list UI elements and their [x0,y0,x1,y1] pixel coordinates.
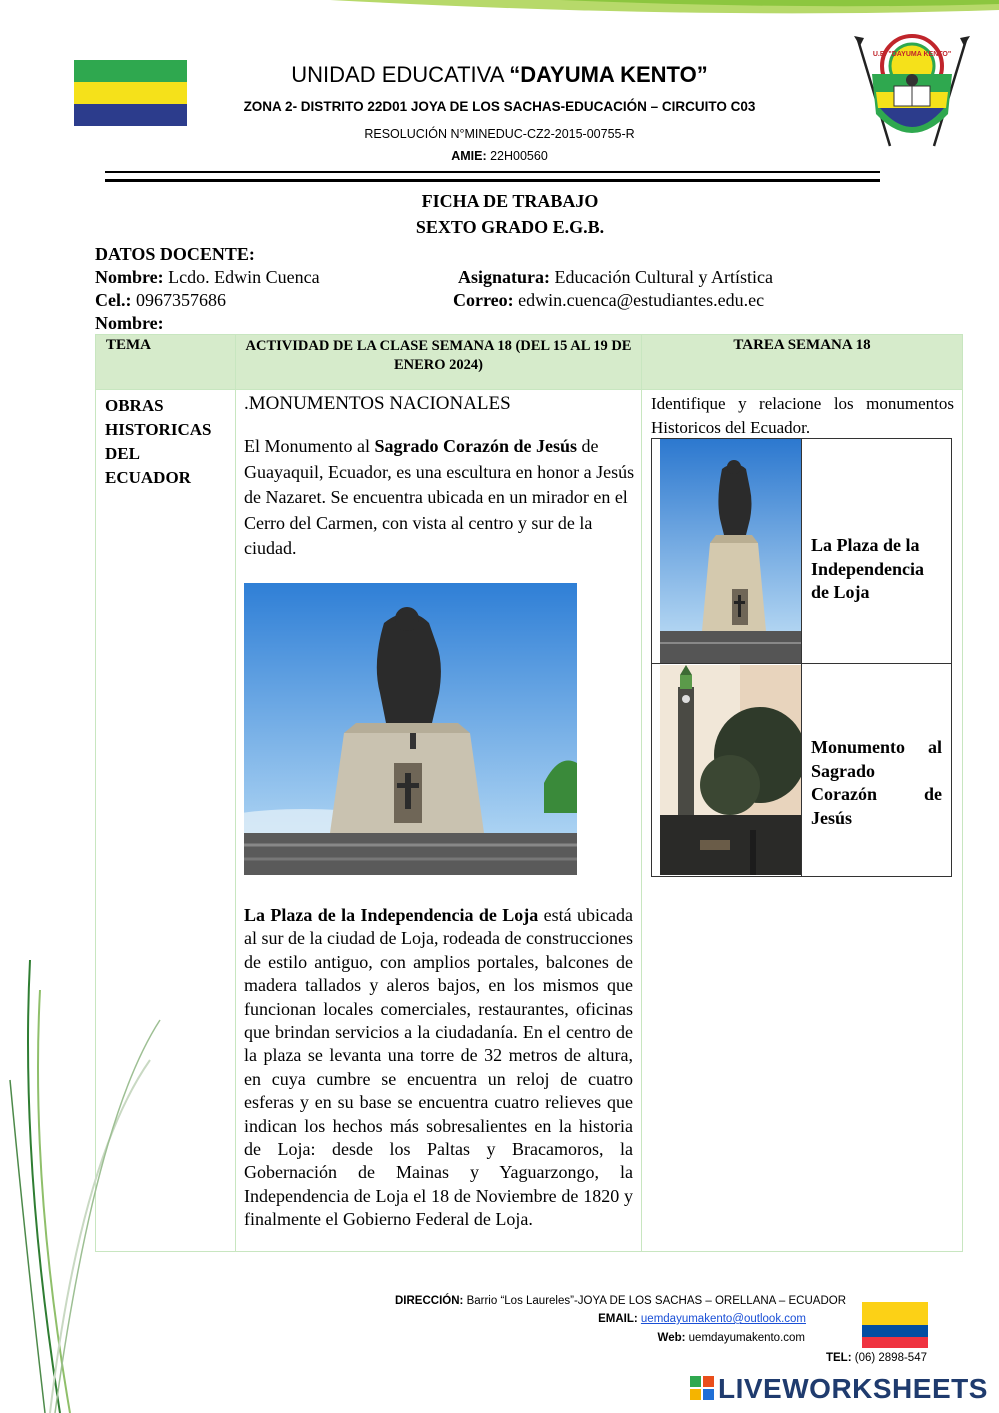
sagrado-corazon-photo [244,583,577,875]
amie-line: AMIE: 22H00560 [451,149,548,163]
match-option-sagrado[interactable]: Monumento al Sagrado Corazón de Jesús [811,737,942,828]
teacher-email: Correo: edwin.cuenca@estudiantes.edu.ec [453,290,765,310]
liveworksheets-logo-icon [690,1376,714,1400]
footer-email: EMAIL: uemdayumakento@outlook.com [598,1313,806,1325]
task-photo-plaza [660,665,801,875]
tema-cell: OBRAS HISTORICAS DEL ECUADOR [96,390,236,1252]
sagrado-corazon-paragraph: El Monumento al Sagrado Corazón de Jesús de Guayaquil, Ecuador, es una escultura en honor a Jesús de Nazaret. Se encuentra ubicada en un mirador en el Cerro del Carmen, con vista al centro y sur de la ciudad. [244,436,635,558]
header-rule-top [105,171,880,173]
header-activity: ACTIVIDAD DE LA CLASE SEMANA 18 (DEL 15 AL 19 DE ENERO 2024) [236,335,642,390]
header-rule-bottom [105,179,880,182]
svg-text:U.E. "DAYUMA KENTO": U.E. "DAYUMA KENTO" [872,51,952,58]
worksheet-title: FICHA DE TRABAJO [421,191,599,211]
liveworksheets-brand[interactable]: LIVEWORKSHEETS [718,1373,988,1404]
school-title: UNIDAD EDUCATIVA “DAYUMA KENTO” [291,62,708,87]
task-instruction: Identifique y relacione los monumentos Historicos del Ecuador. [651,394,954,437]
resolution-line: RESOLUCIÓN N°MINEDUC-CZ2-2015-00755-R [364,127,635,141]
footer-email-link[interactable]: uemdayumakento@outlook.com [640,1313,806,1325]
matching-grid-vline [801,438,802,876]
footer-web: Web: uemdayumakento.com [657,1332,805,1344]
school-crest-logo [850,34,974,154]
footer-address: DIRECCIÓN: Barrio “Los Laureles”-JOYA DE LOS SACHAS – ORELLANA – ECUADOR [395,1295,846,1307]
plaza-loja-paragraph: La Plaza de la Independencia de Loja está ubicada al sur de la ciudad de Loja, rodeada de construcciones de estilo antiguo, con amplios portales, balcones de madera tallados y aleros bajos, en los mismos que funcionan locales comerciales, restaurantes, oficinas que brindan servicios a la ciudadanía. En el centro de la plaza se levanta una torre de 32 metros de altura, en cuya cumbre se encuentra un reloj de cuatro esferas y en su base se encuentra cuatro relieves que indican los hechos más sobresalientes en la historia de Loja: desde los Paltas y Bracamoros, la Gobernación de Mainas y Yaguarzongo, la Independencia de Loja el 18 de Noviembre de 1820 y finalmente el Gobierno Federal de Loja. [244,905,633,1230]
top-wave-decoration [0,0,999,22]
match-option-plaza[interactable]: La Plaza de la Independencia de Loja [811,535,925,602]
subject: Asignatura: Educación Cultural y Artística [458,267,773,287]
activity-title: .MONUMENTOS NACIONALES [244,393,511,414]
student-name-label: Nombre: [95,313,164,333]
grass-decoration [0,960,170,1413]
teacher-name: Nombre: Lcdo. Edwin Cuenca [95,267,320,287]
ecuador-flag [862,1302,928,1348]
matching-grid-hline [651,663,951,664]
grade-title: SEXTO GRADO E.G.B. [415,217,605,237]
teacher-heading: DATOS DOCENTE: [95,244,255,264]
zone-line: ZONA 2- DISTRITO 22D01 JOYA DE LOS SACHAS-EDUCACIÓN – CIRCUITO C03 [243,99,756,114]
task-photo-monument [660,439,801,663]
header-tema: TEMA [96,335,236,390]
footer-tel: TEL: (06) 2898-547 [825,1352,927,1364]
teacher-phone: Cel.: 0967357686 [95,290,226,310]
header-task: TAREA SEMANA 18 [642,335,963,390]
